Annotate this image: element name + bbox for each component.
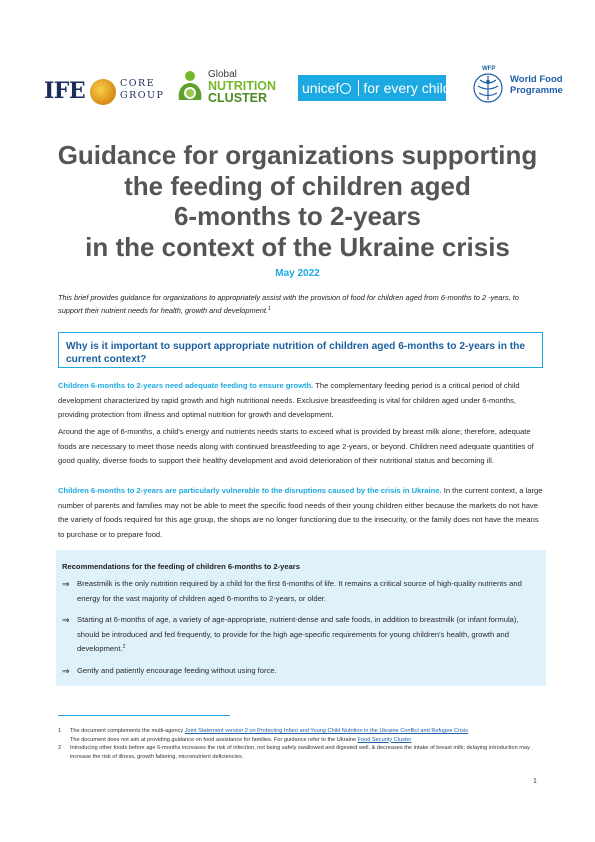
core-group-text: CORE GROUP [120,78,165,101]
recommendation-item: ⇒ Starting at 6-months of age, a variety of age-appropriate, nutrient-dense and safe foods, in addition to breastmilk (or infant formula), should be introduced and fed frequently, to provide for the high age-specific requirements for young children’s health, growth and development.$^2$ [62,615,519,653]
publication-date: May 2022 [275,268,320,279]
recommendation-item: ⇒ Gently and patiently encourage feeding without using force. [62,664,536,679]
unicef-logo: unicef for every child [298,75,446,101]
question-heading: Why is it important to support appropriate nutrition of children aged 6-months to 2-years in the current context? [58,332,543,368]
wfp-emblem-icon [472,72,504,104]
footnote-ref-2[interactable]: 2 [122,644,126,650]
food-security-cluster-link[interactable]: Food Security Cluster [357,736,412,743]
ife-logo-text: IFE [44,78,86,104]
arrow-icon: ⇒ [62,579,70,589]
footnote-ref-1[interactable]: 1 [267,306,271,312]
sun-icon [90,79,116,105]
arrow-icon: ⇒ [62,615,70,625]
page-number: 1 [533,778,537,785]
recommendation-item: ⇒ Breastmilk is the only nutrition required by a child for the first 6-months of life. It remains a critical source of high-quality nutrients and energy for the vast majority of children aged 6-months to 2-years, or older. [62,579,522,603]
paragraph-adequate-feeding: Children 6-months to 2-years need adequate feeding to ensure growth. The complementary feeding period is a critical period of child development characterized by rapid growth and high nutritional needs. Exclusive breastfeeding is vital for children aged under 6-months, providing protection from illness and optimal nutrition for growth and development. [58,381,520,419]
footnotes [58,727,548,761]
globe-icon [340,83,351,94]
footnote-2: 2 Introducing other foods before age 6-months increases the risk of infection, not being safely swallowed and digested well, & decreases the intake of breast milk; delaying introduction may increase the risk of illness, growth faltering, micronutrient deficiencies. [58,745,530,760]
footnote-1: 1 The document complements the multi-agency Joint Statement version 2 on Protecting Infant and Young Child Nutrition in the Ukraine Conflict and Refugee Crisis The document does not aim at providing guidance on food assistance for families. For guidance refer to the Ukraine Food Security Cluster [58,728,469,743]
ife-core-group-logo [44,78,165,104]
intro-text: This brief provides guidance for organizations to appropriately assist with the provision of food for children aged from 6-months to 2 -years, to support their nutrient needs for health, growth and development.$^1$ [58,293,519,315]
divider [358,80,359,96]
recommendations-heading: Recommendations for the feeding of children 6-months to 2-years [62,562,300,571]
document-title: Guidance for organizations supporting the feeding of children aged 6-months to 2-years in the context of the Ukraine crisis [57,140,538,262]
arrow-icon: ⇒ [62,665,70,676]
joint-statement-link[interactable]: Joint Statement version 2 on Protecting Infant and Young Child Nutrition in the Ukraine Conflict and Refugee Crisis [184,728,469,734]
wfp-logo: WFP World Food Programme [472,66,556,110]
mother-child-icon [175,70,205,104]
footnote-divider [58,715,230,716]
partner-logos [44,66,563,110]
global-nutrition-cluster-logo: Global NUTRITION CLUSTER [175,66,285,110]
paragraph-nutrient-needs: Around the age of 6-months, a child’s energy and nutrients needs starts to exceed what is provided by breast milk alone; therefore, adequate foods are necessary to meet those needs along with continued breastfeeding to age 2-years, or beyond. Children need adequate quantities of good quality, diverse foods to support their healthy development and avoid deterioration of their nutritional status and becoming ill. [58,427,534,465]
paragraph-vulnerability: Children 6-months to 2-years are particularly vulnerable to the disruptions caused by the crisis in Ukraine. In the current context, a large number of parents and families may not be able to meet the specific food needs of their young children either because the markets do not have the variety of foods required for this age group, the shops are no longer functioning due to the insecurity, or the family does not have the means to purchase or to prepare food. [58,486,543,539]
recommendations-box [56,550,546,686]
